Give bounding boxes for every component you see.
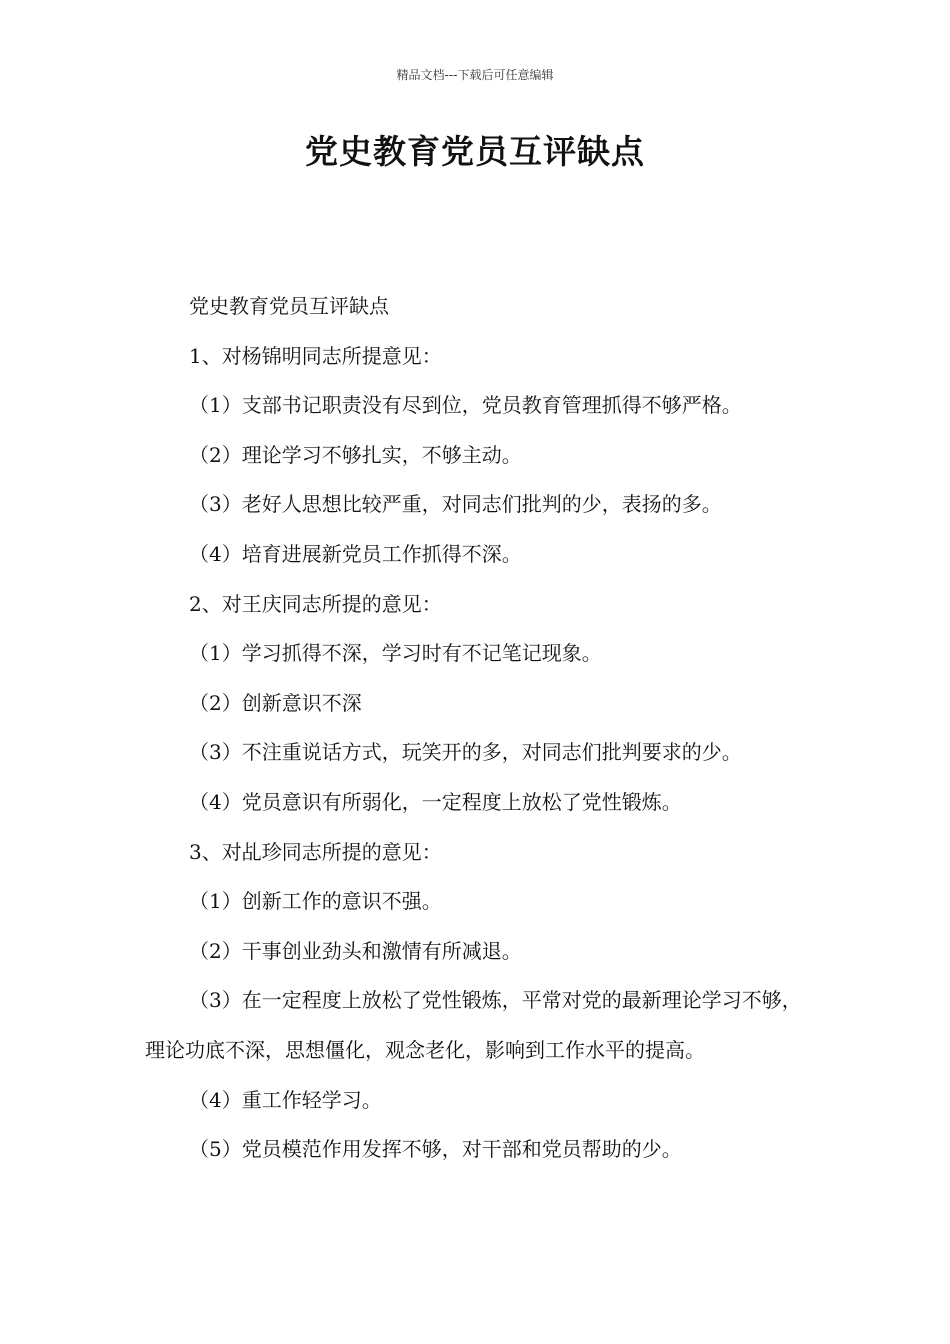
header-note: 精品文档---下载后可任意编辑 — [396, 68, 554, 82]
list-item: （2）创新意识不深 — [189, 690, 362, 715]
list-item-multiline: （3）在一定程度上放松了党性锻炼，平常对党的最新理论学习不够，理论功底不深，思想僵化，观念老化，影响到工作水平的提高。 — [145, 988, 802, 1062]
list-item: （1）支部书记职责没有尽到位，党员教育管理抓得不够严格。 — [189, 393, 742, 418]
body-subtitle: 党史教育党员互评缺点 — [189, 294, 389, 318]
list-item: （1）学习抓得不深，学习时有不记笔记现象。 — [189, 641, 602, 666]
section-heading-1: 1、对杨锦明同志所提意见： — [189, 343, 442, 368]
list-item: （4）重工作轻学习。 — [189, 1087, 382, 1112]
document-body — [145, 282, 809, 1175]
list-item: （2）理论学习不够扎实，不够主动。 — [189, 442, 522, 467]
section-heading-2: 2、对王庆同志所提的意见： — [189, 591, 442, 616]
list-item: （2）干事创业劲头和激情有所减退。 — [189, 938, 522, 963]
list-item: （1）创新工作的意识不强。 — [189, 889, 442, 914]
document-title: 党史教育党员互评缺点 — [305, 132, 645, 171]
list-item: （3）老好人思想比较严重，对同志们批判的少，表扬的多。 — [189, 492, 722, 517]
list-item: （4）培育进展新党员工作抓得不深。 — [189, 541, 522, 566]
list-item: （4）党员意识有所弱化，一定程度上放松了党性锻炼。 — [189, 789, 682, 814]
section-heading-3: 3、对乩珍同志所提的意见： — [189, 839, 442, 864]
list-item: （3）不注重说话方式，玩笑开的多，对同志们批判要求的少。 — [189, 740, 742, 765]
list-item: （5）党员模范作用发挥不够，对干部和党员帮助的少。 — [189, 1137, 682, 1162]
